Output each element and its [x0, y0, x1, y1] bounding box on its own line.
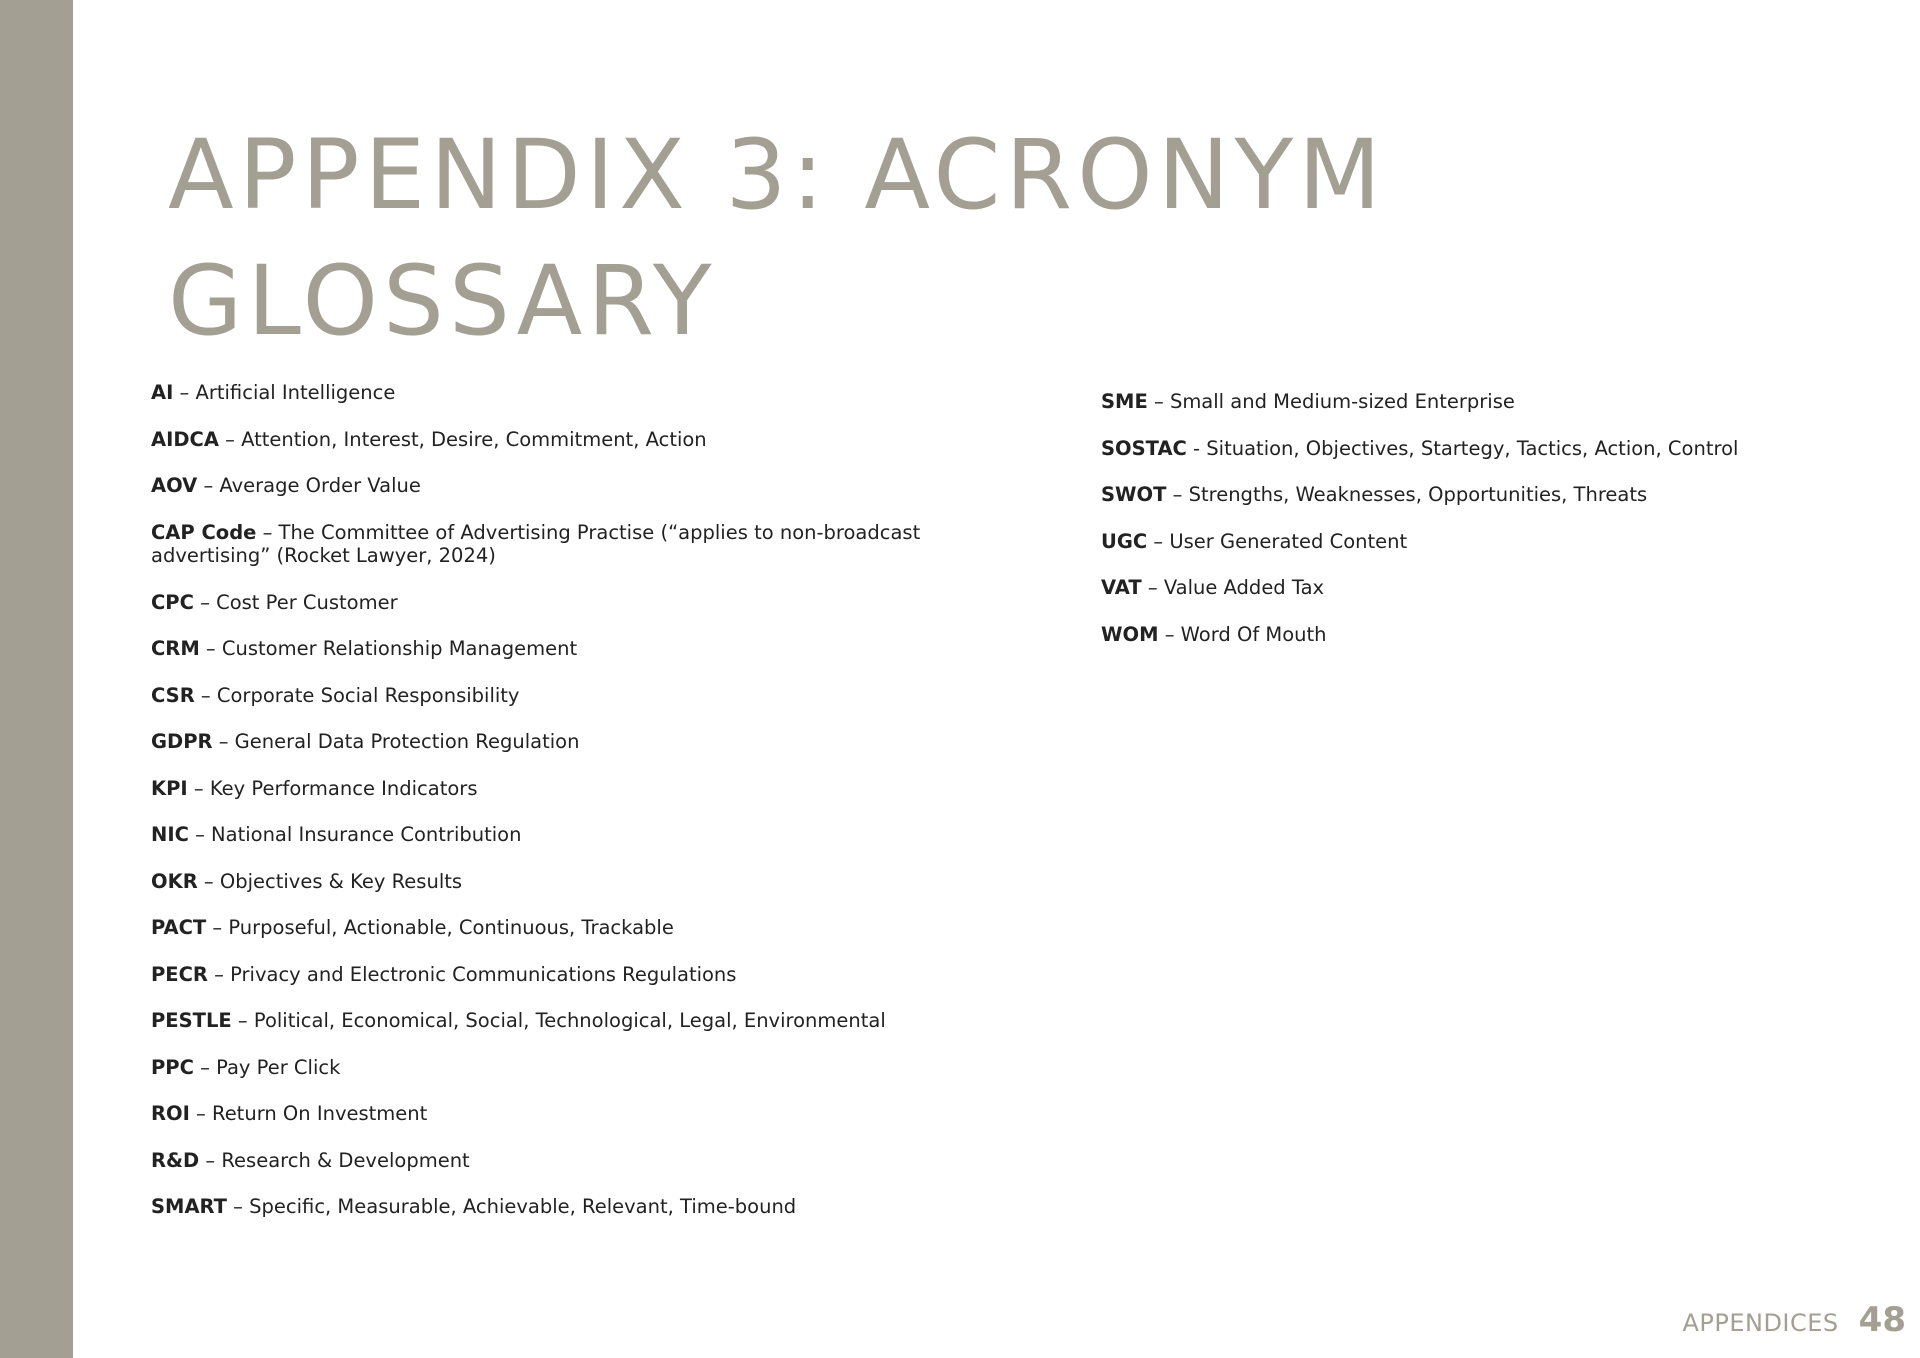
glossary-entry — [151, 1056, 1001, 1080]
glossary-definition: Corporate Social Responsibility — [216, 683, 520, 707]
glossary-separator: – — [199, 1148, 222, 1172]
glossary-term: SWOT — [1101, 483, 1167, 506]
glossary-separator: – — [1147, 529, 1170, 553]
glossary-definition: Pay Per Click — [216, 1055, 341, 1079]
glossary-term: KPI — [151, 776, 188, 800]
glossary-entry — [151, 684, 1001, 708]
glossary-separator: – — [212, 730, 235, 753]
glossary-separator: – — [218, 427, 242, 451]
glossary-definition: Small and Medium-sized Enterprise — [1169, 390, 1515, 413]
glossary-entry — [151, 637, 1001, 661]
glossary-term: AOV — [151, 474, 198, 497]
page-number: 48 — [1858, 1300, 1906, 1340]
sidebar-accent-bar — [0, 0, 73, 1358]
glossary-definition: Value Added Tax — [1163, 576, 1325, 599]
glossary-entry — [151, 777, 1001, 801]
glossary-term: CSR — [151, 683, 195, 707]
glossary-entry — [151, 916, 1001, 940]
glossary-separator: – — [199, 637, 222, 660]
glossary-column-left — [151, 381, 1001, 1242]
glossary-term: WOM — [1101, 622, 1159, 646]
glossary-column-right — [1101, 390, 1901, 669]
glossary-term: CPC — [151, 590, 194, 614]
glossary-definition: The Committee of Advertising Practise (“applies to non-broadcast advertising” (Rocket Lawyer, 2024) — [151, 520, 921, 567]
page-title-line-2: GLOSSARY — [168, 245, 717, 357]
glossary-term: PPC — [151, 1055, 194, 1079]
glossary-separator: – — [197, 474, 220, 497]
glossary-definition: Strengths, Weaknesses, Opportunities, Threats — [1188, 483, 1648, 506]
glossary-definition: Return On Investment — [212, 1102, 428, 1125]
glossary-definition: Cost Per Customer — [216, 590, 398, 614]
glossary-entry — [151, 1009, 1001, 1033]
glossary-definition: Artificial Intelligence — [195, 381, 396, 404]
glossary-entry — [151, 823, 1001, 847]
glossary-entry — [1101, 623, 1901, 647]
glossary-separator: – — [1158, 622, 1181, 646]
glossary-separator: – — [197, 869, 220, 893]
glossary-term: PACT — [151, 916, 207, 939]
glossary-definition: Objectives & Key Results — [219, 869, 463, 893]
glossary-separator: - — [1186, 436, 1207, 460]
glossary-definition: General Data Protection Regulation — [234, 730, 580, 753]
page-title-line-1: APPENDIX 3: ACRONYM — [168, 119, 1386, 231]
glossary-entry — [151, 591, 1001, 615]
glossary-definition: Situation, Objectives, Startegy, Tactics, Action, Control — [1206, 436, 1739, 460]
glossary-separator: – — [1141, 576, 1164, 599]
glossary-definition: Key Performance Indicators — [209, 776, 478, 800]
glossary-entry — [151, 428, 1001, 452]
glossary-term: R&D — [151, 1148, 200, 1172]
glossary-term: GDPR — [151, 730, 213, 753]
glossary-term: SMART — [151, 1195, 227, 1218]
glossary-entry — [1101, 483, 1901, 507]
glossary-separator: – — [206, 916, 229, 939]
glossary-term: VAT — [1101, 576, 1142, 599]
glossary-separator: – — [194, 683, 217, 707]
glossary-entry — [1101, 530, 1901, 554]
glossary-term: CAP Code — [151, 520, 257, 544]
glossary-definition: Specific, Measurable, Achievable, Relevant, Time-bound — [249, 1195, 797, 1218]
glossary-separator: – — [207, 962, 231, 986]
glossary-separator: – — [188, 823, 212, 846]
glossary-separator: – — [226, 1195, 250, 1218]
glossary-entry — [151, 521, 1001, 568]
glossary-separator: – — [231, 1009, 254, 1032]
glossary-entry — [151, 963, 1001, 987]
page-footer — [1682, 1300, 1906, 1340]
glossary-separator: – — [189, 1102, 213, 1125]
footer-section-label: APPENDICES — [1682, 1309, 1839, 1337]
glossary-entry — [151, 1195, 1001, 1219]
glossary-separator: – — [173, 381, 196, 404]
glossary-entry — [151, 474, 1001, 498]
glossary-term: CRM — [151, 637, 200, 660]
glossary-term: PESTLE — [151, 1009, 232, 1032]
glossary-entry — [1101, 390, 1901, 414]
glossary-definition: Privacy and Electronic Communications Regulations — [230, 962, 737, 986]
glossary-entry — [1101, 576, 1901, 600]
glossary-term: UGC — [1101, 529, 1148, 553]
glossary-definition: Research & Development — [221, 1148, 470, 1172]
glossary-term: NIC — [151, 823, 189, 846]
glossary-separator: – — [193, 590, 217, 614]
glossary-term: ROI — [151, 1102, 190, 1125]
glossary-separator: – — [1147, 390, 1170, 413]
glossary-definition: Purposeful, Actionable, Continuous, Trackable — [228, 916, 674, 939]
page-title — [168, 112, 1668, 364]
glossary-definition: Political, Economical, Social, Technological, Legal, Environmental — [253, 1009, 886, 1032]
glossary-entry — [1101, 437, 1901, 461]
glossary-separator: – — [187, 776, 210, 800]
glossary-separator: – — [256, 520, 279, 544]
glossary-term: SME — [1101, 390, 1148, 413]
glossary-definition: National Insurance Contribution — [211, 823, 522, 846]
glossary-term: SOSTAC — [1101, 436, 1187, 460]
glossary-separator: – — [193, 1055, 217, 1079]
glossary-term: PECR — [151, 962, 208, 986]
glossary-entry — [151, 1149, 1001, 1173]
glossary-entry — [151, 1102, 1001, 1126]
glossary-definition: Customer Relationship Management — [221, 637, 578, 660]
glossary-entry — [151, 730, 1001, 754]
glossary-term: AIDCA — [151, 427, 219, 451]
glossary-definition: Average Order Value — [219, 474, 421, 497]
glossary-entry — [151, 870, 1001, 894]
glossary-definition: Word Of Mouth — [1180, 622, 1327, 646]
glossary-definition: Attention, Interest, Desire, Commitment, Action — [241, 427, 707, 451]
glossary-term: OKR — [151, 869, 198, 893]
glossary-definition: User Generated Content — [1169, 529, 1408, 553]
glossary-term: AI — [151, 381, 174, 404]
glossary-entry — [151, 381, 1001, 405]
glossary-separator: – — [1166, 483, 1189, 506]
